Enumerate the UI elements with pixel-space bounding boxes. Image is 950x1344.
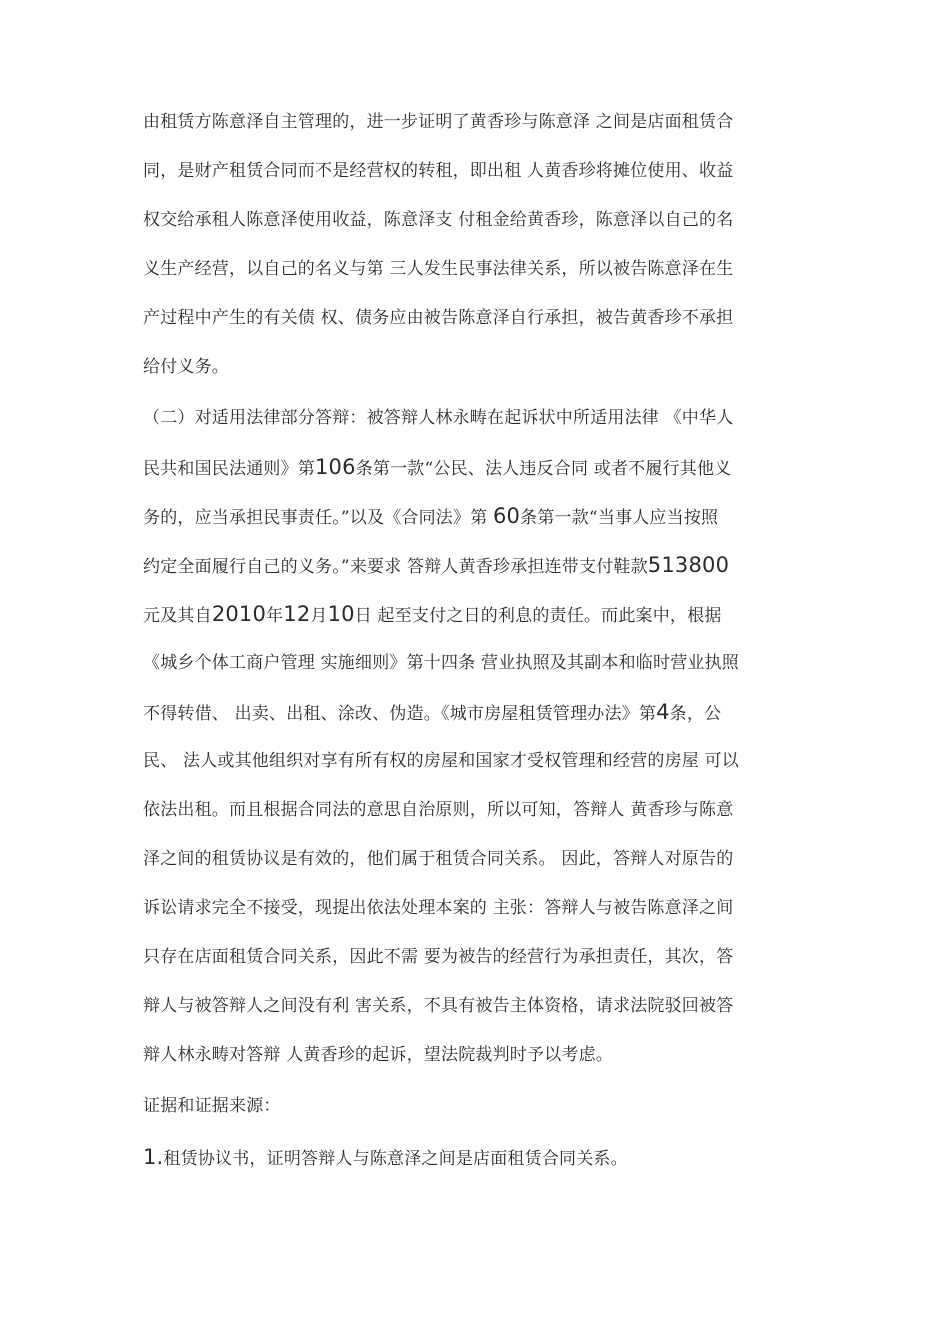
text-line xyxy=(143,700,823,724)
text-segment: 元及其自 xyxy=(143,606,212,626)
text-line xyxy=(143,455,823,479)
text-segment: 日 起至支付之日的利息的责任。而此案中，根据 xyxy=(354,606,722,626)
list-number: 1. xyxy=(143,1145,164,1169)
article-number: 106 xyxy=(315,455,356,479)
text-segment: 年 xyxy=(266,606,284,626)
text-line: 辩人与被答辩人之间没有利 害关系，不具有被告主体资格，请求法院驳回被答 xyxy=(143,996,734,1016)
text-segment: 务的，应当承担民事责任。”以及《合同法》第 xyxy=(143,508,493,528)
document-page xyxy=(143,110,823,1194)
evidence-item-1 xyxy=(143,1145,823,1169)
article-number: 60 xyxy=(493,504,521,528)
text-line: 给付义务。 xyxy=(143,357,229,377)
paragraph-lease-analysis xyxy=(143,110,823,379)
text-segment: 约定全面履行自己的义务。”来要求 答辩人黄香珍承担连带支付鞋款 xyxy=(143,557,648,577)
text-segment: 不得转借、 出卖、出租、涂改、伪造。《城市房屋租赁管理办法》第 xyxy=(143,704,657,724)
text-line: 泽之间的租赁协议是有效的，他们属于租赁合同关系。 因此，答辩人对原告的 xyxy=(143,849,734,869)
text-line: 权交给承租人陈意泽使用收益，陈意泽支 付租金给黄香珍，陈意泽以自己的名 xyxy=(143,210,734,230)
text-line xyxy=(143,602,823,626)
year-number: 2010 xyxy=(211,602,267,626)
text-line: 只存在店面租赁合同关系，因此不需 要为被告的经营行为承担责任，其次，答 xyxy=(143,947,734,967)
text-line xyxy=(143,504,823,528)
text-segment: 月 xyxy=(310,606,328,626)
day-number: 10 xyxy=(327,602,355,626)
amount-number: 513800 xyxy=(647,553,730,577)
month-number: 12 xyxy=(283,602,311,626)
text-segment: 条第一款“公民、法人违反合同 或者不履行其他义 xyxy=(355,459,732,479)
text-line: （二）对适用法律部分答辩：被答辩人林永畴在起诉状中所适用法律 《中华人 xyxy=(143,408,734,428)
text-segment: 条，公 xyxy=(669,704,722,724)
text-line: 《城乡个体工商户管理 实施细则》第十四条 营业执照及其副本和临时营业执照 xyxy=(143,653,740,673)
text-segment: 条第一款“当事人应当按照 xyxy=(520,508,719,528)
text-segment: 民共和国民法通则》第 xyxy=(143,459,315,479)
text-line: 诉讼请求完全不接受，现提出依法处理本案的 主张：答辩人与被告陈意泽之间 xyxy=(143,898,734,918)
paragraph-legal-defense xyxy=(143,406,823,1067)
text-line: 同，是财产租赁合同而不是经营权的转租，即出租 人黄香珍将摊位使用、收益 xyxy=(143,161,734,181)
text-line xyxy=(143,553,823,577)
text-line: 产过程中产生的有关债 权、债务应由被告陈意泽自行承担，被告黄香珍不承担 xyxy=(143,308,734,328)
text-line: 民、 法人或其他组织对享有所有权的房屋和国家才受权管理和经营的房屋 可以 xyxy=(143,751,740,771)
evidence-heading: 证据和证据来源： xyxy=(143,1096,281,1116)
article-number: 4 xyxy=(656,700,670,724)
evidence-item-text: 租赁协议书，证明答辩人与陈意泽之间是店面租赁合同关系。 xyxy=(163,1149,628,1169)
text-line: 依法出租。而且根据合同法的意思自治原则，所以可知，答辩人 黄香珍与陈意 xyxy=(143,800,734,820)
text-line: 义生产经营，以自己的名义与第 三人发生民事法律关系，所以被告陈意泽在生 xyxy=(143,259,734,279)
text-line: 由租赁方陈意泽自主管理的，进一步证明了黄香珍与陈意泽 之间是店面租赁合 xyxy=(143,112,734,132)
text-line: 辩人林永畴对答辩 人黄香珍的起诉，望法院裁判时予以考虑。 xyxy=(143,1045,614,1065)
